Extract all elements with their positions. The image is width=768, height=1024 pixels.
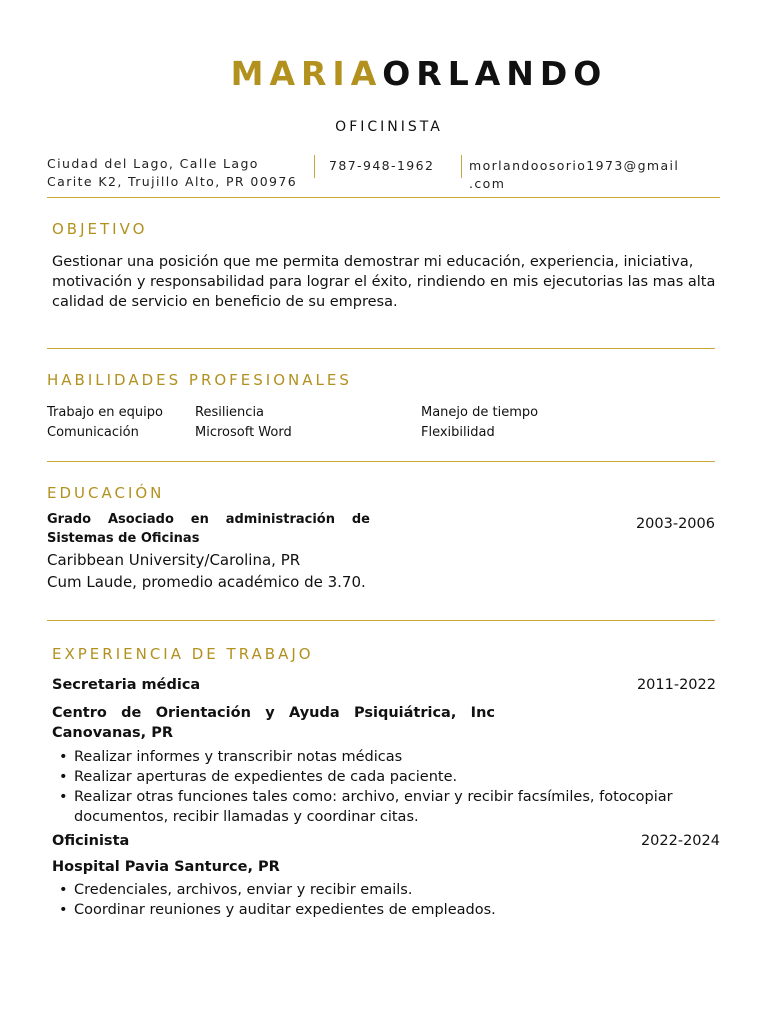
first-name: MARIA <box>230 54 383 93</box>
job-role: OFICINISTA <box>335 119 443 135</box>
job-years: 2011-2022 <box>636 677 716 693</box>
job-employer: Hospital Pavia Santurce, PR <box>52 859 280 875</box>
skill-item: Comunicación <box>47 424 139 440</box>
job-position: Oficinista <box>52 833 130 849</box>
objective-text <box>52 252 732 312</box>
degree-line-2: Sistemas de Oficinas <box>47 531 200 546</box>
objective-line: motivación y responsabilidad para lograr el éxito, rindiendo en mis ejecutorias las mas alta <box>52 274 716 290</box>
skills-column-3 <box>421 403 538 442</box>
education-details <box>47 549 366 593</box>
skills-column-2 <box>195 403 292 442</box>
skill-item: Trabajo en equipo <box>47 405 163 420</box>
skill-item: Resiliencia <box>195 405 265 420</box>
candidate-name <box>0 54 768 93</box>
contact-divider-1 <box>314 155 315 178</box>
address-line-1: Ciudad del Lago, Calle Lago <box>47 156 259 171</box>
skills-title: HABILIDADES PROFESIONALES <box>47 371 352 389</box>
education-divider <box>47 620 715 621</box>
skill-item: Flexibilidad <box>421 424 495 440</box>
email <box>469 157 679 193</box>
address <box>47 155 297 191</box>
employer-line-1: Centro de Orientación y Ayuda Psiquiátrica, Inc <box>52 705 495 721</box>
objective-line: calidad de servicio en beneficio de su empresa. <box>52 294 398 310</box>
experience-title: EXPERIENCIA DE TRABAJO <box>52 645 314 663</box>
education-title: EDUCACIÓN <box>47 484 165 502</box>
header-divider <box>47 197 720 198</box>
duty-item: • Realizar otras funciones tales como: archivo, enviar y recibir facsímiles, fotocopiar documentos, recibir llamadas y coordinar citas. <box>52 787 764 827</box>
job-duties <box>52 747 764 827</box>
education-years: 2003-2006 <box>635 516 715 532</box>
skills-column-1 <box>47 403 163 442</box>
degree-line-1: Grado Asociado en administración de <box>47 512 370 527</box>
honors: Cum Laude, promedio académico de 3.70. <box>47 573 366 591</box>
duty-item: • Realizar informes y transcribir notas médicas <box>52 747 764 767</box>
job-employer <box>52 703 495 743</box>
job-duties <box>52 880 752 920</box>
degree <box>47 510 370 548</box>
duty-item: • Realizar aperturas de expedientes de cada paciente. <box>52 767 764 787</box>
phone: 787-948-1962 <box>329 158 435 173</box>
objective-line: Gestionar una posición que me permita demostrar mi educación, experiencia, iniciativa, <box>52 254 694 270</box>
job-position: Secretaria médica <box>52 677 201 693</box>
skill-item: Microsoft Word <box>195 424 292 440</box>
contact-divider-2 <box>461 155 462 178</box>
objective-divider <box>47 348 715 349</box>
duty-item: • Coordinar reuniones y auditar expedientes de empleados. <box>52 900 752 920</box>
skill-item: Manejo de tiempo <box>421 405 539 420</box>
skills-divider <box>47 461 715 462</box>
employer-line-2: Canovanas, PR <box>52 725 174 741</box>
email-line-1: morlandoosorio1973@gmail <box>469 158 680 173</box>
duty-item: • Credenciales, archivos, enviar y recibir emails. <box>52 880 752 900</box>
email-line-2: .com <box>469 176 506 191</box>
last-name: ORLANDO <box>382 54 608 93</box>
objective-title: OBJETIVO <box>52 220 148 238</box>
address-line-2: Carite K2, Trujillo Alto, PR 00976 <box>47 174 298 189</box>
job-years: 2022-2024 <box>640 833 720 849</box>
school: Caribbean University/Carolina, PR <box>47 551 301 569</box>
